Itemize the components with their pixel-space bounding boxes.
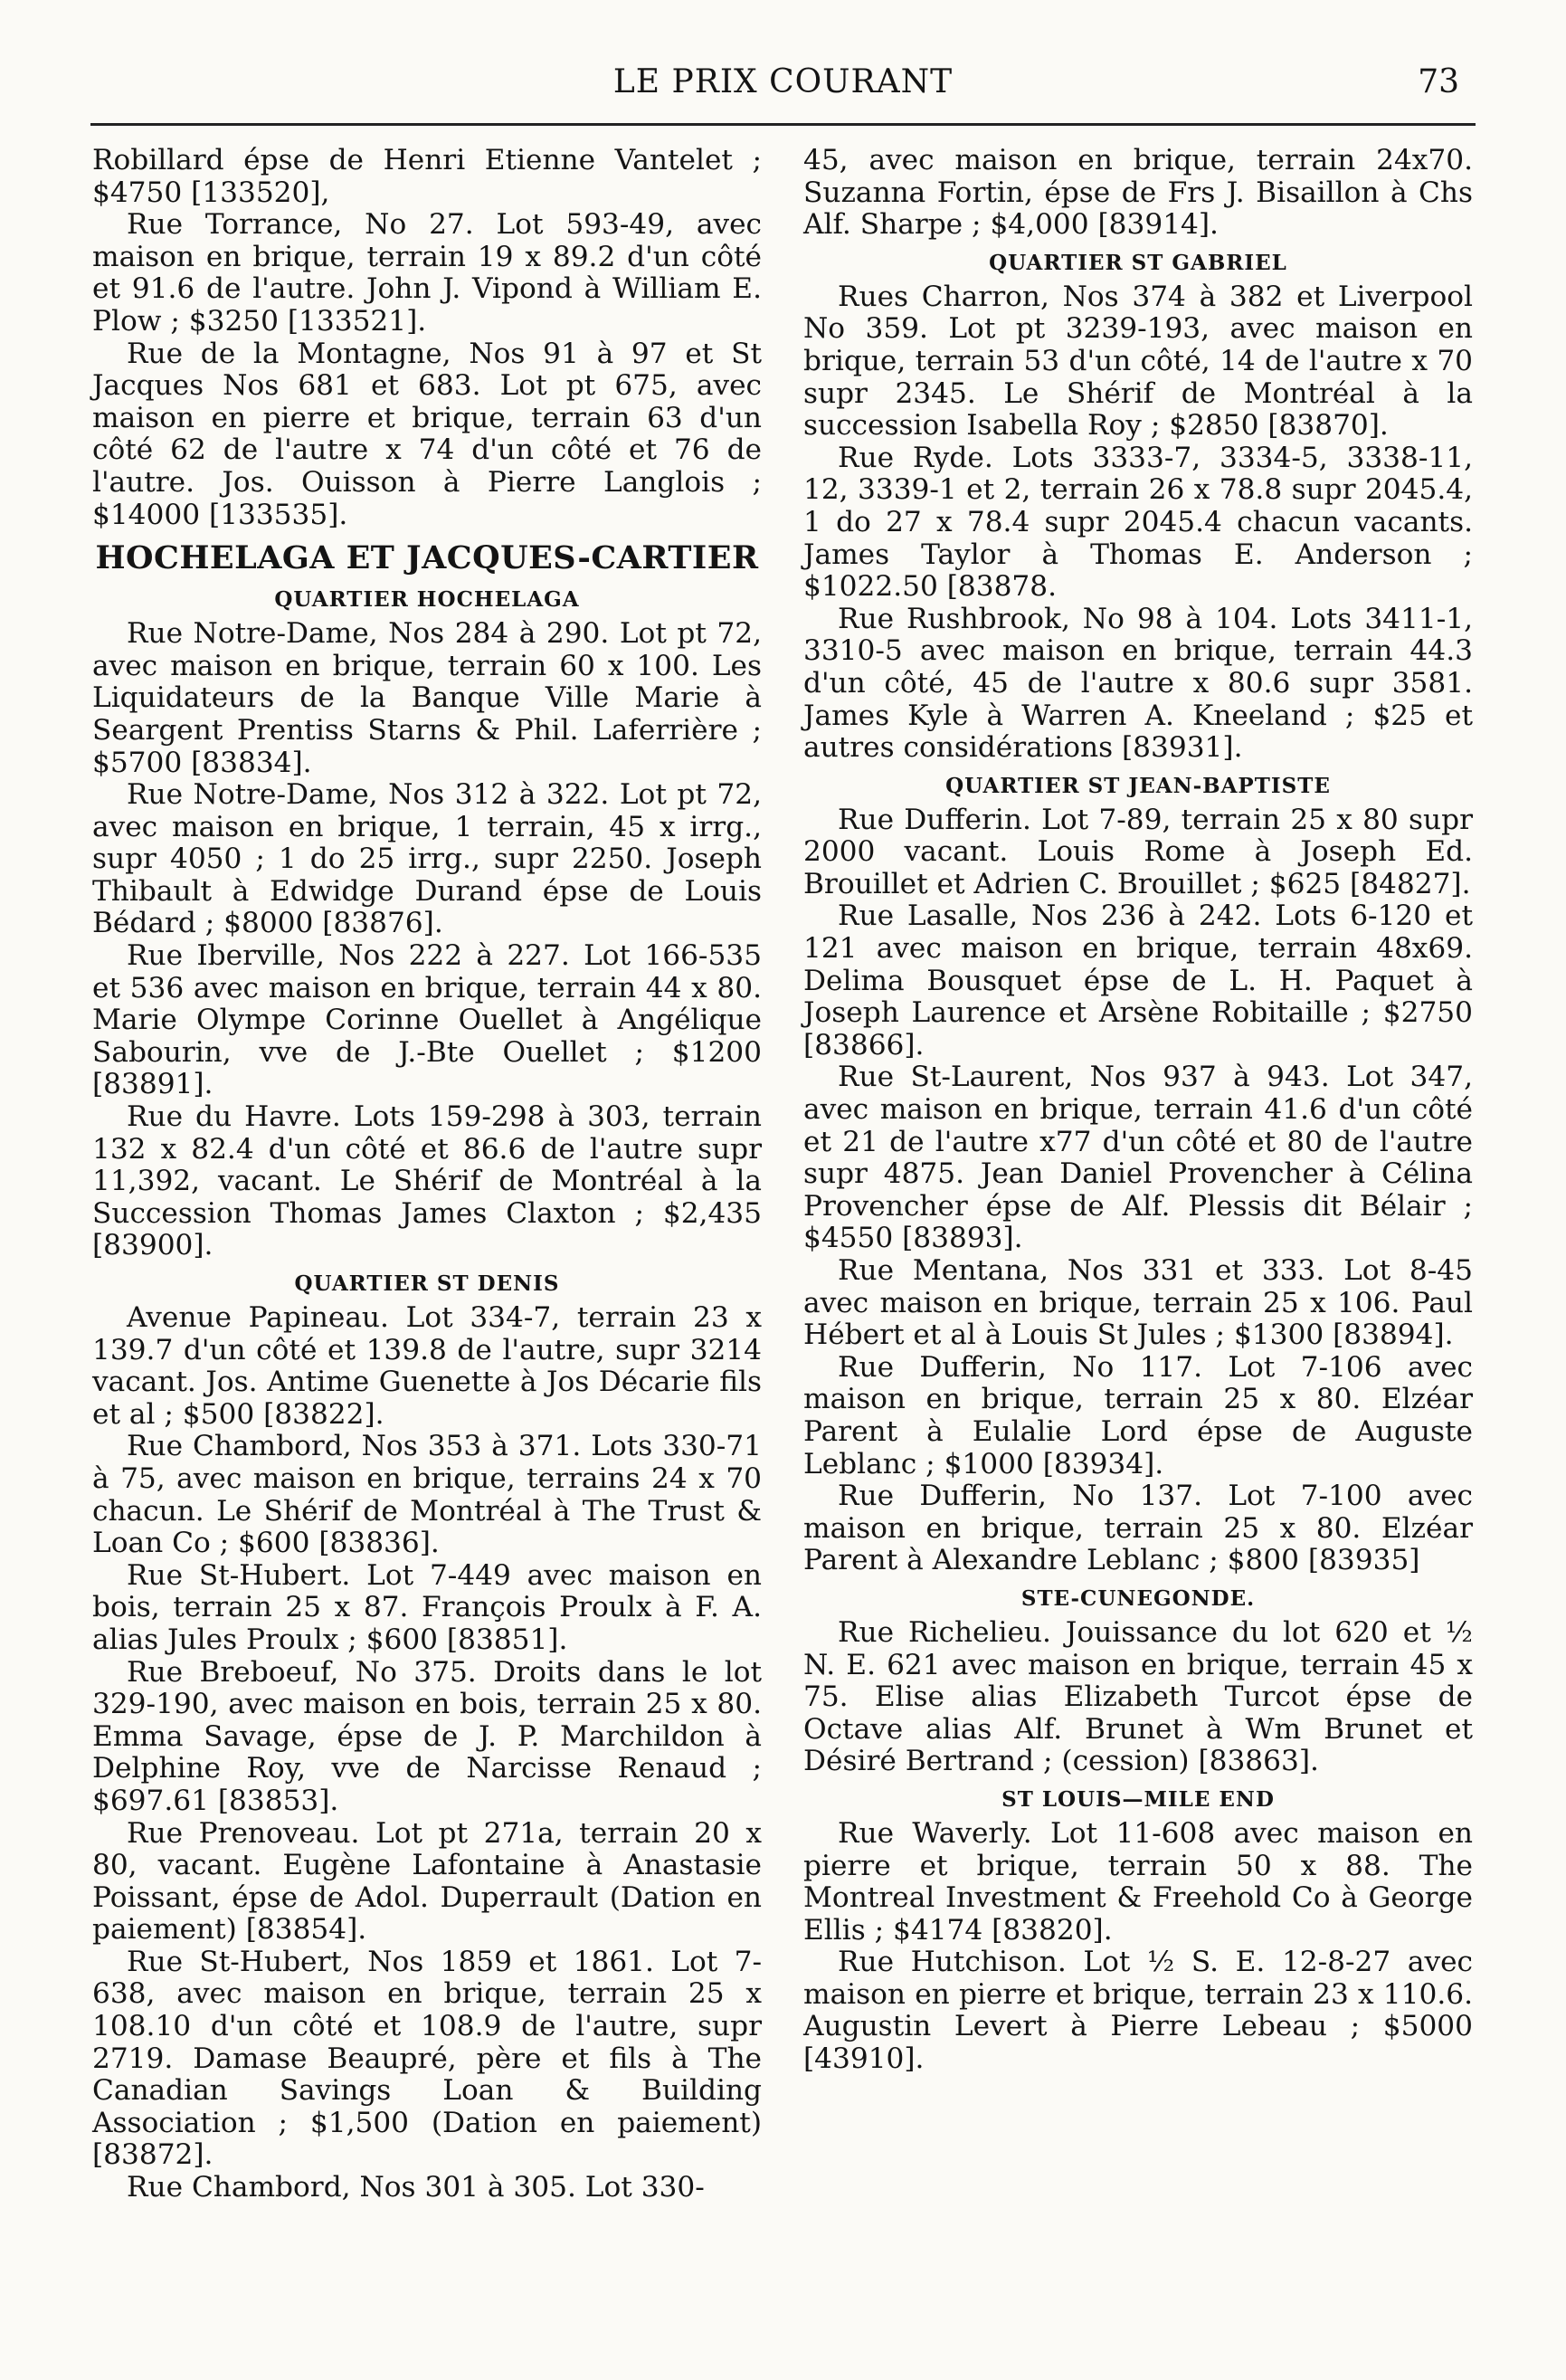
running-title: LE PRIX COURANT <box>612 63 954 100</box>
listing-entry: Rue Waverly. Lot 11-608 avec maison en pierre et brique, terrain 50 x 88. The Montreal Investment & Freehold Co à George Ellis ; $4174 [83820]. <box>803 1816 1473 1947</box>
listing-entry: Rue Chambord, Nos 301 à 305. Lot 330- <box>127 2171 705 2204</box>
listing-entry: Rue de la Montagne, Nos 91 à 97 et St Jacques Nos 681 et 683. Lot pt 675, avec maison en pierre et brique, terrain 63 d'un côté 62 de l'autre x 74 d'un côté et 76 de l'autre. Jos. Ouisson à Pierre Langlois ; $14000 [133535]. <box>92 337 762 531</box>
left-column <box>92 145 762 2204</box>
listing-entry: Rues Charron, Nos 374 à 382 et Liverpool No 359. Lot pt 3239-193, avec maison en brique, terrain 53 d'un côté, 14 de l'autre x 70 supr 2345. Le Shérif de Montréal à la succession Isabella Roy ; $2850 [83870]. <box>803 280 1473 443</box>
quarter-heading: QUARTIER ST DENIS <box>294 1271 560 1296</box>
listing-entry: Rue Rushbrook, No 98 à 104. Lots 3411-1, 3310-5 avec maison en brique, terrain 44.3 d'un côté, 45 de l'autre x 80.6 supr 3581. James Kyle à Warren A. Kneeland ; $25 et autres considérations [83931]. <box>803 602 1473 765</box>
listing-entry: Rue Torrance, No 27. Lot 593-49, avec maison en brique, terrain 19 x 89.2 d'un côté et 91.6 de l'autre. John J. Vipond à William E. Plow ; $3250 [133521]. <box>92 208 762 338</box>
quarter-heading: QUARTIER ST JEAN-BAPTISTE <box>945 773 1331 798</box>
listing-entry: Avenue Papineau. Lot 334-7, terrain 23 x 139.7 d'un côté et 139.8 de l'autre, supr 3214 vacant. Jos. Antime Guenette à Jos Décarie fils et al ; $500 [83822]. <box>92 1301 762 1431</box>
listing-entry: Rue Dufferin, No 137. Lot 7-100 avec maison en brique, terrain 25 x 80. Elzéar Parent à Alexandre Leblanc ; $800 [83935] <box>803 1480 1473 1577</box>
listing-entry: Rue Notre-Dame, Nos 284 à 290. Lot pt 72, avec maison en brique, terrain 60 x 100. Les Liquidateurs de la Banque Ville Marie à Seargent Prentiss Starns & Phil. Laferrière ; $5700 [83834]. <box>92 617 762 779</box>
listing-entry: Robillard épse de Henri Etienne Vantelet ; $4750 [133520], <box>92 144 762 209</box>
listing-entry: Rue Richelieu. Jouissance du lot 620 et ½ N. E. 621 avec maison en brique, terrain 45 x 75. Elise alias Elizabeth Turcot épse de Octave alias Alf. Brunet à Wm Brunet et Désiré Bertrand ; (cession) [83863]. <box>803 1615 1473 1778</box>
listing-entry: Rue Lasalle, Nos 236 à 242. Lots 6-120 et 121 avec maison en brique, terrain 48x69. Delima Bousquet épse de L. H. Paquet à Joseph Laurence et Arsène Robitaille ; $2750 [83866]. <box>803 900 1473 1061</box>
listing-entry: Rue Iberville, Nos 222 à 227. Lot 166-535 et 536 avec maison en brique, terrain 44 x 80. Marie Olympe Corinne Ouellet à Angélique Sabourin, vve de J.-Bte Ouellet ; $1200 [83891]. <box>92 939 762 1101</box>
listing-entry: Rue Chambord, Nos 353 à 371. Lots 330-71 à 75, avec maison en brique, terrains 24 x 70 chacun. Le Shérif de Montréal à The Trust & Loan Co ; $600 [83836]. <box>92 1430 762 1560</box>
header-rule <box>90 123 1476 126</box>
quarter-heading: QUARTIER ST GABRIEL <box>989 250 1287 275</box>
quarter-heading: QUARTIER HOCHELAGA <box>274 587 580 613</box>
listing-entry: Rue Hutchison. Lot ½ S. E. 12-8-27 avec maison en pierre et brique, terrain 23 x 110.6. Augustin Levert à Pierre Lebeau ; $5000 [43910]. <box>803 1946 1473 2076</box>
quarter-heading: ST LOUIS—MILE END <box>1001 1786 1275 1812</box>
quarter-heading: STE-CUNEGONDE. <box>1020 1585 1256 1611</box>
listing-entry: Rue St-Laurent, Nos 937 à 943. Lot 347, avec maison en brique, terrain 41.6 d'un côté et 21 de l'autre x77 d'un côté et 80 de l'autre supr 4875. Jean Daniel Provencher à Célina Provencher épse de Alf. Plessis dit Bélair ; $4550 [83893]. <box>803 1061 1473 1255</box>
right-column <box>803 145 1473 2076</box>
page-number: 73 <box>1418 63 1459 100</box>
listing-entry: Rue Ryde. Lots 3333-7, 3334-5, 3338-11, 12, 3339-1 et 2, terrain 26 x 78.8 supr 2045.4, 1 do 27 x 78.4 supr 2045.4 chacun vacants. James Taylor à Thomas E. Anderson ; $1022.50 [83878. <box>803 441 1473 604</box>
listing-entry: Rue Dufferin. Lot 7-89, terrain 25 x 80 supr 2000 vacant. Louis Rome à Joseph Ed. Brouillet et Adrien C. Brouillet ; $625 [84827]. <box>803 803 1473 900</box>
listing-entry: Rue Mentana, Nos 331 et 333. Lot 8-45 avec maison en brique, terrain 25 x 106. Paul Hébert et al à Louis St Jules ; $1300 [83894]. <box>803 1254 1473 1352</box>
listing-entry: Rue St-Hubert, Nos 1859 et 1861. Lot 7-638, avec maison en brique, terrain 25 x 108.10 d'un côté et 108.9 de l'autre, supr 2719. Damase Beaupré, père et fils à The Canadian Savings Loan & Building Association ; $1,500 (Dation en paiement) [83872]. <box>92 1945 762 2172</box>
listing-entry: Rue du Havre. Lots 159-298 à 303, terrain 132 x 82.4 d'un côté et 86.6 de l'autre supr 11,392, vacant. Le Shérif de Montréal à la Succession Thomas James Claxton ; $2,435 [83900]. <box>92 1100 762 1262</box>
listing-entry: Rue St-Hubert. Lot 7-449 avec maison en bois, terrain 25 x 87. François Proulx à F. A. alias Jules Proulx ; $600 [83851]. <box>92 1558 762 1656</box>
listing-entry: 45, avec maison en brique, terrain 24x70. Suzanna Fortin, épse de Frs J. Bisaillon à Chs Alf. Sharpe ; $4,000 [83914]. <box>803 144 1473 242</box>
page-header <box>90 56 1476 110</box>
listing-entry: Rue Notre-Dame, Nos 312 à 322. Lot pt 72, avec maison en brique, 1 terrain, 45 x irrg., supr 4050 ; 1 do 25 irrg., supr 2250. Joseph Thibault à Edwidge Durand épse de Louis Bédard ; $8000 [83876]. <box>92 778 762 940</box>
listing-entry: Rue Breboeuf, No 375. Droits dans le lot 329-190, avec maison en bois, terrain 25 x 80. Emma Savage, épse de J. P. Marchildon à Delphine Roy, vve de Narcisse Renaud ; $697.61 [83853]. <box>92 1655 762 1817</box>
listing-entry: Rue Prenoveau. Lot pt 271a, terrain 20 x 80, vacant. Eugène Lafontaine à Anastasie Poissant, épse de Adol. Duperrault (Dation en paiement) [83854]. <box>92 1816 762 1947</box>
section-heading: HOCHELAGA ET JACQUES-CARTIER <box>95 539 759 577</box>
listing-entry: Rue Dufferin, No 117. Lot 7-106 avec maison en brique, terrain 25 x 80. Elzéar Parent à Eulalie Lord épse de Auguste Leblanc ; $1000 [83934]. <box>803 1350 1473 1480</box>
